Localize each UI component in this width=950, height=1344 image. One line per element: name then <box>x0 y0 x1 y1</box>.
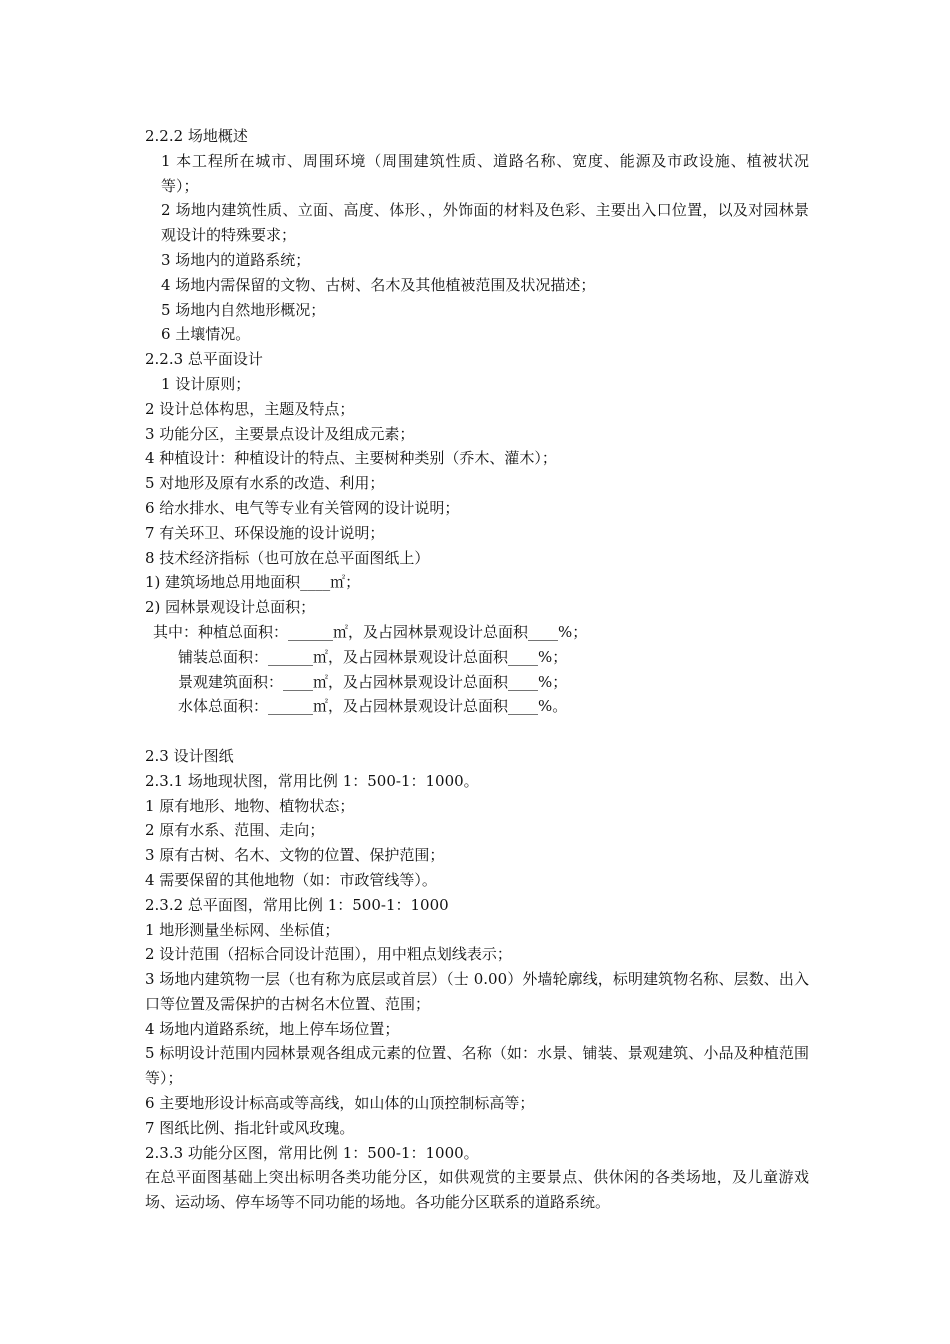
list-item: 4 场地内需保留的文物、古树、名木及其他植被范围及状况描述； <box>161 275 596 294</box>
list-item: 1 原有地形、地物、植物状态； <box>145 796 355 815</box>
list-item: 5 场地内自然地形概况； <box>161 300 326 319</box>
indicator-line: 铺装总面积：______㎡，及占园林景观设计总面积____%； <box>178 647 568 666</box>
list-item: 3 场地内的道路系统； <box>161 250 311 269</box>
list-item: 6 给水排水、电气等专业有关管网的设计说明； <box>145 498 460 517</box>
list-item: 2 设计总体构思，主题及特点； <box>145 399 355 418</box>
list-item: 6 主要地形设计标高或等高线，如山体的山顶控制标高等； <box>145 1094 535 1113</box>
list-item: 7 有关环卫、环保设施的设计说明； <box>145 523 385 542</box>
section-heading-2-3: 2.3 设计图纸 <box>145 746 234 765</box>
list-item: 4 种植设计：种植设计的特点、主要树种类别（乔木、灌木）； <box>145 449 557 468</box>
indicator-line: 水体总面积：______㎡，及占园林景观设计总面积____%。 <box>178 697 568 716</box>
list-item: 3 原有古树、名木、文物的位置、保护范围； <box>145 846 445 865</box>
list-item: 2 场地内建筑性质、立面、高度、体形、，外饰面的材料及色彩、主要出入口位置，以及对园林景观设计的特殊要求； <box>161 201 809 245</box>
section-heading-2-2-2: 2.2.2 场地概述 <box>145 127 248 145</box>
list-item: 4 需要保留的其他地物（如：市政管线等）。 <box>145 870 437 889</box>
list-item: 1) 建筑场地总用地面积____㎡； <box>145 573 361 592</box>
list-item: 7 图纸比例、指北针或风玫瑰。 <box>145 1118 355 1137</box>
blank-line <box>145 719 809 744</box>
section-heading-2-3-1: 2.3.1 场地现状图，常用比例 1：500-1：1000。 <box>145 771 479 790</box>
list-item: 5 对地形及原有水系的改造、利用； <box>145 474 385 493</box>
list-item: 1 地形测量坐标网、坐标值； <box>145 920 340 939</box>
list-item: 1 本工程所在城市、周围环境（周围建筑性质、道路名称、宽度、能源及市政设施、植被状况等）； <box>161 151 809 195</box>
body-paragraph: 在总平面图基础上突出标明各类功能分区，如供观赏的主要景点、供休闲的各类场地，及儿童游戏场、运动场、停车场等不同功能的场地。各功能分区联系的道路系统。 <box>145 1168 809 1212</box>
list-item: 3 场地内建筑物一层（也有称为底层或首层）（士 0.00）外墙轮廓线，标明建筑物名称、层数、出入口等位置及需保护的古树名木位置、范围； <box>145 970 809 1013</box>
list-item: 5 标明设计范围内园林景观各组成元素的位置、名称（如：水景、铺装、景观建筑、小品及种植范围等）； <box>145 1044 809 1088</box>
section-heading-2-2-3: 2.2.3 总平面设计 <box>145 350 263 369</box>
section-heading-2-3-3: 2.3.3 功能分区图，常用比例 1：500-1：1000。 <box>145 1143 479 1162</box>
indicator-line: 景观建筑面积：____㎡，及占园林景观设计总面积____%； <box>178 672 568 691</box>
list-item: 6 土壤情况。 <box>161 325 251 344</box>
list-item: 1 设计原则； <box>161 374 251 393</box>
list-item: 8 技术经济指标（也可放在总平面图纸上） <box>145 548 430 567</box>
list-item: 2 设计范围（招标合同设计范围），用中粗点划线表示； <box>145 945 512 964</box>
indicator-line: 其中：种植总面积：______㎡，及占园林景观设计总面积____%； <box>153 622 588 641</box>
list-item: 2 原有水系、范围、走向； <box>145 821 325 840</box>
list-item: 3 功能分区，主要景点设计及组成元素； <box>145 424 415 443</box>
document-page <box>145 124 809 1215</box>
section-heading-2-3-2: 2.3.2 总平面图，常用比例 1：500-1：1000 <box>145 895 449 914</box>
list-item: 4 场地内道路系统，地上停车场位置； <box>145 1019 400 1038</box>
list-item: 2) 园林景观设计总面积； <box>145 598 316 617</box>
